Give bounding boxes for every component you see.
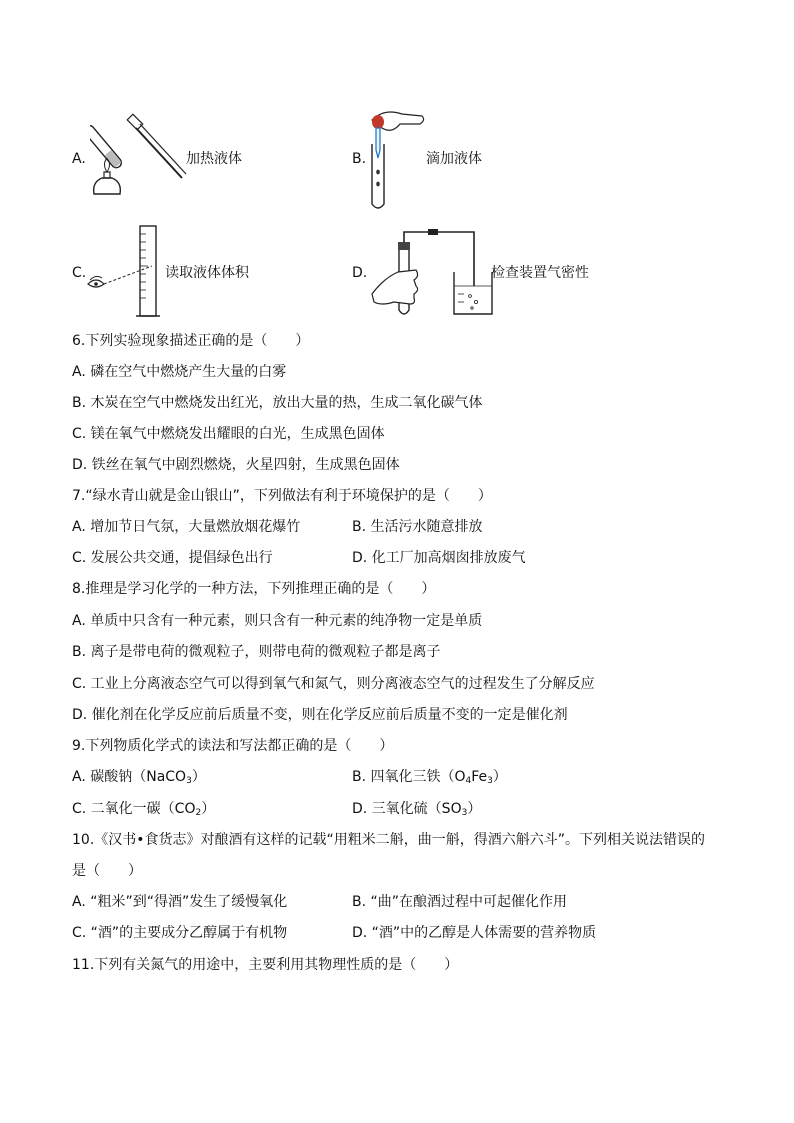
q8-option-d: D. 催化剂在化学反应前后质量不变，则在化学反应前后质量不变的一定是催化剂 bbox=[72, 707, 568, 723]
q9-option-c: C. 二氧化一碳$(CO_2)$ bbox=[72, 801, 216, 818]
q7-option-b: B. 生活污水随意排放 bbox=[352, 519, 483, 535]
q8-option-b: B. 离子是带电荷的微观粒子，则带电荷的微观粒子都是离子 bbox=[72, 644, 441, 660]
q6-option-b: B. 木炭在空气中燃烧发出红光，放出大量的热，生成二氧化碳气体 bbox=[72, 395, 483, 411]
option-d-label: D. bbox=[352, 265, 368, 281]
q6-option-a: A. 磷在空气中燃烧产生大量的白雾 bbox=[72, 364, 287, 380]
option-a-label: A. bbox=[72, 151, 86, 167]
reading-volume-illustration bbox=[86, 222, 166, 322]
option-a-caption: 加热液体 bbox=[186, 151, 242, 167]
q8-option-a: A. 单质中只含有一种元素，则只含有一种元素的纯净物一定是单质 bbox=[72, 613, 483, 629]
option-d-caption: 检查装置气密性 bbox=[491, 265, 589, 281]
dropping-liquid-illustration bbox=[362, 104, 428, 214]
heating-liquid-illustration bbox=[90, 108, 190, 208]
airtightness-check-illustration bbox=[370, 224, 494, 320]
q6-option-c: C. 镁在氧气中燃烧发出耀眼的白光，生成黑色固体 bbox=[72, 426, 385, 442]
q10-option-c: C. “酒”的主要成分乙醇属于有机物 bbox=[72, 925, 288, 941]
q11-stem: 11.下列有关氮气的用途中，主要利用其物理性质的是（ ） bbox=[72, 957, 459, 973]
q9-option-a: A. 碳酸钠（NaCO$_3$） bbox=[72, 769, 206, 786]
q7-option-c: C. 发展公共交通，提倡绿色出行 bbox=[72, 550, 273, 566]
q8-stem: 8.推理是学习化学的一种方法，下列推理正确的是（ ） bbox=[72, 581, 436, 597]
option-b-label: B. bbox=[352, 151, 367, 167]
q10-stem-line1: 10.《汉书•食货志》对酿酒有这样的记载“用粗米二斛，曲一斛，得酒六斛六斗”。下列相关说法错误的 bbox=[72, 832, 706, 848]
q10-option-a: A. “粗米”到“得酒”发生了缓慢氧化 bbox=[72, 894, 288, 910]
q7-option-a: A. 增加节日气氛，大量燃放烟花爆竹 bbox=[72, 519, 301, 535]
q7-stem: 7.“绿水青山就是金山银山”，下列做法有利于环境保护的是（ ） bbox=[72, 488, 492, 504]
option-b-caption: 滴加液体 bbox=[426, 151, 482, 167]
q10-option-b: B. “曲”在酿酒过程中可起催化作用 bbox=[352, 894, 568, 910]
q10-stem-line2: 是（ ） bbox=[72, 863, 142, 879]
q9-stem: 9.下列物质化学式的读法和写法都正确的是（ ） bbox=[72, 738, 394, 754]
q9-option-d: D. 三氧化硫$(SO_3)$ bbox=[352, 801, 482, 818]
option-c-label: C. bbox=[72, 265, 87, 281]
q8-option-c: C. 工业上分离液态空气可以得到氧气和氮气，则分离液态空气的过程发生了分解反应 bbox=[72, 676, 595, 692]
q7-option-d: D. 化工厂加高烟囱排放废气 bbox=[352, 550, 526, 566]
q9-option-b: B. 四氧化三铁$(O_4Fe_3)$ bbox=[352, 769, 507, 786]
q6-option-d: D. 铁丝在氧气中剧烈燃烧，火星四射，生成黑色固体 bbox=[72, 457, 400, 473]
q6-stem: 6.下列实验现象描述正确的是（ ） bbox=[72, 333, 310, 349]
q10-option-d: D. “酒”中的乙醇是人体需要的营养物质 bbox=[352, 925, 597, 941]
option-c-caption: 读取液体体积 bbox=[165, 265, 249, 281]
